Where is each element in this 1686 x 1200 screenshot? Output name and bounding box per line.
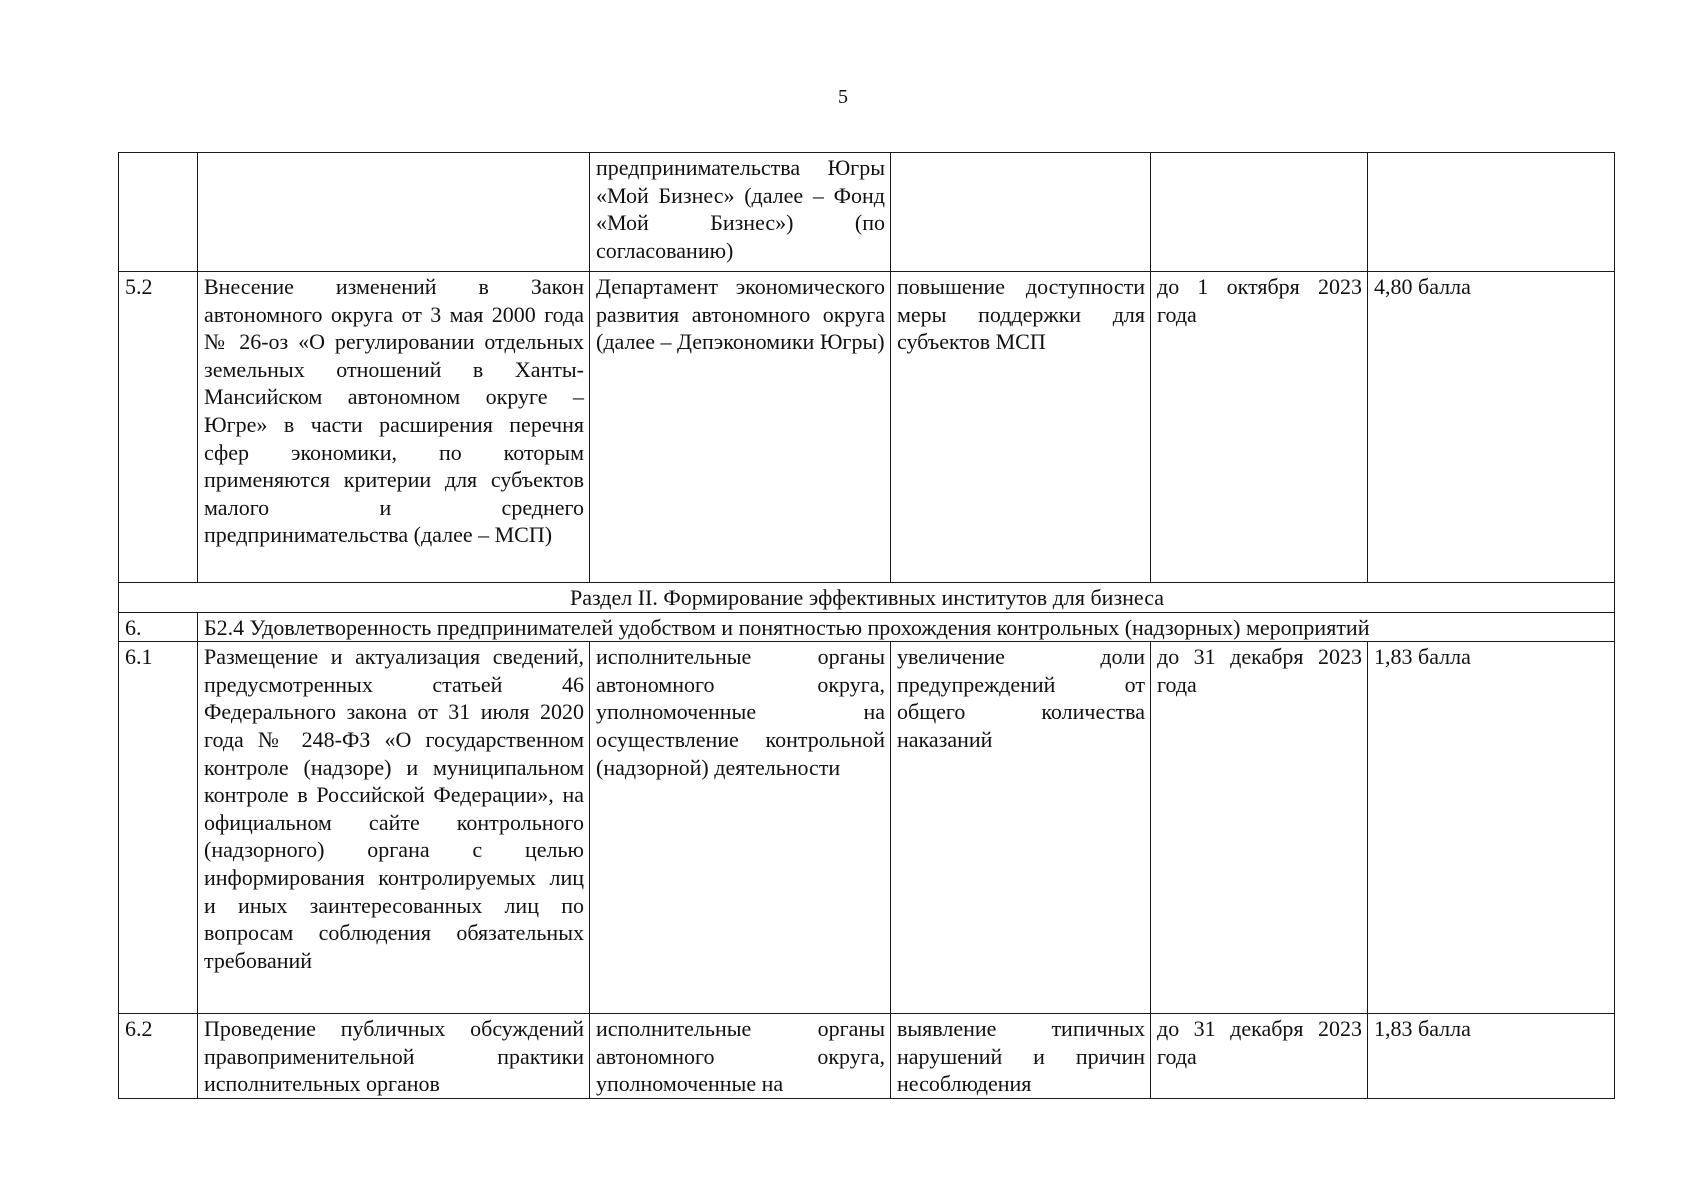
- cell-number: 6.: [119, 612, 198, 642]
- table-row-continuation: [119, 153, 1615, 272]
- cell-deadline: до 1 октября 2023 года: [1151, 272, 1368, 583]
- cell-executor: исполнительные органы автономного округа, уполномоченные на: [590, 1014, 891, 1099]
- cell-result: повышение доступности меры поддержки для субъектов МСП: [891, 272, 1151, 583]
- cell-measure: Внесение изменений в Закон автономного округа от 3 мая 2000 года № 26-оз «О регулировании отдельных земельных отношений в Ханты-Мансийском автономном округе – Югре» в части расширения перечня сфер экономики, по которым применяются критерии для субъектов малого и среднего предпринимательства (далее – МСП): [198, 272, 590, 583]
- cell-executor: Департамент экономического развития автономного округа (далее – Депэкономики Югры): [590, 272, 891, 583]
- cell-score: [1368, 153, 1615, 272]
- cell-number: 6.1: [119, 642, 198, 1014]
- cell-result: выявление типичных нарушений и причин несоблюдения: [891, 1014, 1151, 1099]
- cell-measure: [198, 153, 590, 272]
- cell-score: 1,83 балла: [1368, 642, 1615, 1014]
- table-row-5-2: [119, 272, 1615, 583]
- cell-number: [119, 153, 198, 272]
- cell-executor: предпринимательства Югры «Мой Бизнес» (далее – Фонд «Мой Бизнес») (по согласованию): [590, 153, 891, 272]
- indicator-title: Б2.4 Удовлетворенность предпринимателей удобством и понятностью прохождения контрольных (надзорных) мероприятий: [198, 612, 1615, 642]
- cell-score: 4,80 балла: [1368, 272, 1615, 583]
- cell-number: 5.2: [119, 272, 198, 583]
- cell-result: [891, 153, 1151, 272]
- table-row-section-heading: [119, 583, 1615, 613]
- page-number: 5: [838, 86, 848, 108]
- table-row-6-1: [119, 642, 1615, 1014]
- cell-score: 1,83 балла: [1368, 1014, 1615, 1099]
- action-plan-table: [118, 152, 1615, 1099]
- cell-deadline: до 31 декабря 2023 года: [1151, 642, 1368, 1014]
- table-row-indicator-6: [119, 612, 1615, 642]
- cell-deadline: до 31 декабря 2023 года: [1151, 1014, 1368, 1099]
- section-title: Раздел II. Формирование эффективных институтов для бизнеса: [119, 583, 1615, 613]
- cell-deadline: [1151, 153, 1368, 272]
- cell-executor: исполнительные органы автономного округа, уполномоченные на осуществление контрольной (надзорной) деятельности: [590, 642, 891, 1014]
- table-row-6-2: [119, 1014, 1615, 1099]
- cell-measure: Проведение публичных обсуждений правоприменительной практики исполнительных органов: [198, 1014, 590, 1099]
- cell-result: увеличение доли предупреждений от общего количества наказаний: [891, 642, 1151, 1014]
- cell-number: 6.2: [119, 1014, 198, 1099]
- cell-measure: Размещение и актуализация сведений, предусмотренных статьей 46 Федерального закона от 31 июля 2020 года № 248-ФЗ «О государственном контроле (надзоре) и муниципальном контроле в Российской Федерации», на официальном сайте контрольного (надзорного) органа с целью информирования контролируемых лиц и иных заинтересованных лиц по вопросам соблюдения обязательных требований: [198, 642, 590, 1014]
